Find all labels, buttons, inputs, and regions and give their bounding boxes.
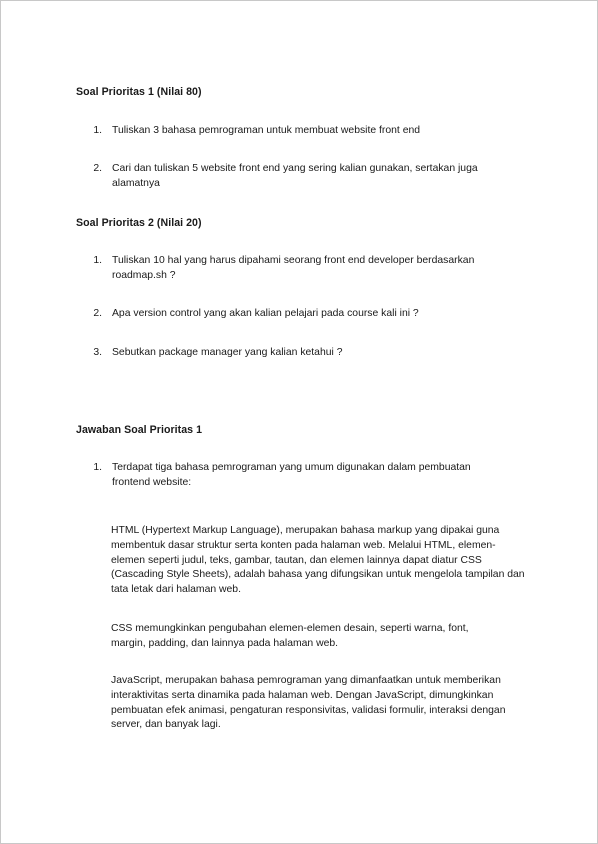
list-number: 2. [93, 308, 102, 319]
list-number: 1. [93, 462, 102, 473]
answer-paragraph-css: CSS memungkinkan pengubahan elemen-elemen desain, seperti warna, font, margin, padding, dan lainnya pada halaman web. [111, 623, 469, 649]
answer-paragraph-html: HTML (Hypertext Markup Language), merupakan bahasa markup yang dipakai guna membentuk dasar struktur serta konten pada halaman web. Melalui HTML, elemen-elemen seperti judul, teks, gambar, tautan, dan elemen lainnya dapat diatur CSS (Cascading Style Sheets), adalah bahasa yang difungsikan untuk mengelola tampilan dan tata letak dari halaman web. [111, 525, 525, 595]
section-heading-prioritas-2: Soal Prioritas 2 (Nilai 20) [76, 217, 202, 229]
list-number: 1. [93, 125, 102, 136]
list-item-text: Tuliskan 10 hal yang harus dipahami seorang front end developer berdasarkan roadmap.sh ? [112, 255, 475, 281]
section-heading-prioritas-1: Soal Prioritas 1 (Nilai 80) [76, 86, 202, 98]
list-item-text: Cari dan tuliskan 5 website front end yang sering kalian gunakan, sertakan juga alamatnya [112, 163, 478, 189]
list-item-text: Terdapat tiga bahasa pemrograman yang umum digunakan dalam pembuatan frontend website: [112, 462, 471, 488]
section-heading-jawaban: Jawaban Soal Prioritas 1 [76, 424, 203, 436]
answer-paragraph-javascript: JavaScript, merupakan bahasa pemrograman yang dimanfaatkan untuk memberikan interaktivitas serta dinamika pada halaman web. Dengan JavaScript, dimungkinkan pembuatan efek animasi, pengaturan responsivitas, validasi formulir, interaksi dengan server, dan banyak lagi. [111, 675, 506, 731]
list-item-text: Apa version control yang akan kalian pelajari pada course kali ini ? [112, 308, 419, 319]
list-number: 3. [93, 347, 102, 358]
list-item-text: Tuliskan 3 bahasa pemrograman untuk membuat website front end [112, 125, 421, 136]
list-number: 1. [93, 255, 102, 266]
list-number: 2. [93, 163, 102, 174]
list-item-text: Sebutkan package manager yang kalian ketahui ? [112, 347, 343, 358]
